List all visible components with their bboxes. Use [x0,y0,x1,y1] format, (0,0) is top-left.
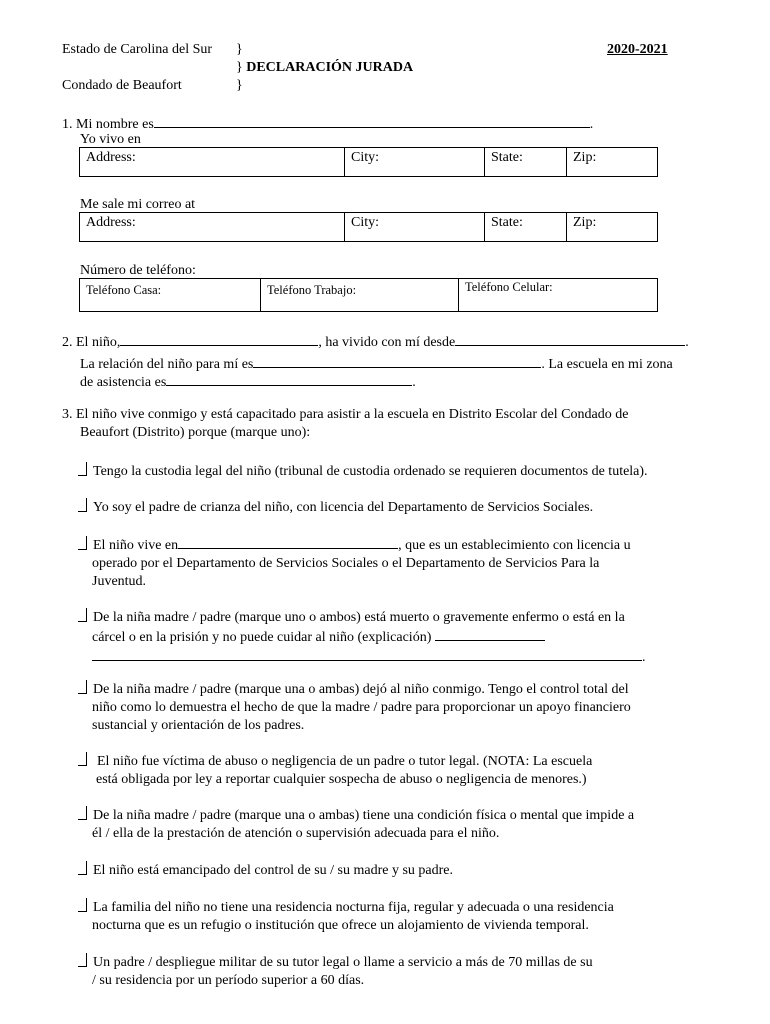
checkbox-icon[interactable] [78,806,87,820]
document-title: DECLARACIÓN JURADA [246,60,414,75]
name-field[interactable] [154,114,590,128]
mail-state-cell[interactable]: State: [485,213,567,242]
checkbox-icon[interactable] [78,462,87,476]
option-text: De la niña madre / padre (marque uno o ambos) está muerto o gravemente enfermo o está en la [93,610,625,625]
checkbox-icon[interactable] [78,536,87,550]
child-label: 2. El niño, [62,335,121,350]
section3-intro-2: Beaufort (Distrito) porque (marque uno): [80,425,311,440]
mail-address-table [79,212,658,242]
address-table [79,147,658,177]
home-phone-cell[interactable]: Teléfono Casa: [80,279,261,312]
option-text: Un padre / despliegue militar de su tutor legal o llame a servicio a más de 70 millas de su [93,955,593,970]
option-text: El niño está emancipado del control de su / su madre y su padre. [93,863,454,878]
work-phone-cell[interactable]: Teléfono Trabajo: [261,279,459,312]
option-text-line2: nocturna que es un refugio o institución que ofrece un alojamiento de vivienda temporal. [92,918,589,933]
option-text-line2: él / ella de la prestación de atención o supervisión adecuada para el niño. [92,826,500,841]
checkbox-icon[interactable] [78,861,87,875]
mail-city-cell[interactable]: City: [345,213,485,242]
cell-phone-cell[interactable]: Teléfono Celular: [459,279,658,312]
option-text: Yo soy el padre de crianza del niño, con licencia del Departamento de Servicios Sociales. [93,500,594,515]
zip-cell[interactable]: Zip: [567,148,658,177]
option-legal-custody[interactable] [78,462,698,481]
option-licensed-facility[interactable] [78,535,698,591]
checkbox-icon[interactable] [78,752,87,766]
school-label: . La escuela en mi zona [541,357,673,372]
school-year: 2020-2021 [607,42,668,57]
explanation-label: cárcel o en la prisión y no puede cuidar al niño (explicación) [92,630,432,645]
mail-address-cell[interactable]: Address: [80,213,345,242]
option-military-deployment[interactable] [78,953,698,990]
option-parent-left-child[interactable] [78,680,698,735]
mail-label: Me sale mi correo at [80,197,196,212]
brace-top: } [236,42,243,57]
explanation-period: . [642,650,646,665]
state-label: Estado de Carolina del Sur [62,42,213,57]
relation-label: La relación del niño para mí es [80,357,254,372]
lived-since-field[interactable] [455,332,685,346]
option-text-line3: sustancial y orientación de los padres. [92,718,305,733]
name-label: 1. Mi nombre es [62,117,154,132]
option-text-line2: niño como lo demuestra el hecho de que la madre / padre para proporcionar un apoyo financiero [92,700,631,715]
name-row [62,114,593,134]
relation-row [80,354,673,374]
option-parent-deceased[interactable] [78,608,698,667]
option-foster-parent[interactable] [78,498,698,517]
option-homeless[interactable] [78,898,698,935]
mail-zip-cell[interactable]: Zip: [567,213,658,242]
option-parent-condition[interactable] [78,806,698,843]
option-text-line3: Juventud. [92,574,147,589]
option-text: Tengo la custodia legal del niño (tribunal de custodia ordenado se requieren documentos de tutela). [93,464,648,479]
option-text-line2: operado por el Departamento de Servicios Sociales o el Departamento de Servicios Para la [92,556,600,571]
phone-label: Número de teléfono: [80,263,196,278]
child-row [62,332,689,352]
facility-field[interactable] [178,535,398,549]
city-cell[interactable]: City: [345,148,485,177]
attendance-period: . [412,375,416,390]
option-text-line2: / su residencia por un período superior a 60 días. [92,973,365,988]
address-cell[interactable]: Address: [80,148,345,177]
explanation-field[interactable] [435,627,545,641]
checkbox-icon[interactable] [78,898,87,912]
checkbox-icon[interactable] [78,498,87,512]
child-name-field[interactable] [120,332,318,346]
option-text: De la niña madre / padre (marque una o ambas) tiene una condición física o mental que impide a [93,808,635,823]
checkbox-icon[interactable] [78,608,87,622]
state-cell[interactable]: State: [485,148,567,177]
brace-mid [236,59,413,77]
option-text-cont: , que es un establecimiento con licencia u [398,538,631,553]
attendance-row [80,372,416,392]
option-text: La familia del niño no tiene una residencia nocturna fija, regular y adecuada o una residencia [93,900,614,915]
option-text: De la niña madre / padre (marque una o ambas) dejó al niño conmigo. Tengo el control total del [93,682,629,697]
brace-mid-glyph: } [236,60,243,75]
explanation-field-2[interactable] [92,647,642,661]
checkbox-icon[interactable] [78,680,87,694]
explanation-line-row [78,647,698,667]
checkbox-icon[interactable] [78,953,87,967]
attendance-label: de asistencia es [80,375,167,390]
brace-bottom: } [236,78,243,93]
option-text-line2: está obligada por ley a reportar cualquier sospecha de abuso o negligencia de menores.) [96,772,587,787]
name-period: . [589,117,594,132]
county-label: Condado de Beaufort [62,78,182,93]
option-emancipated[interactable] [78,861,698,880]
option-text: El niño fue víctima de abuso o negligencia de un padre o tutor legal. (NOTA: La escuela [97,754,593,769]
option-text: El niño vive en [93,538,179,553]
option-text-line2 [78,627,698,647]
lived-label: , ha vivido con mí desde [318,335,456,350]
child-period: . [685,335,689,350]
live-label: Yo vivo en [80,132,141,147]
option-abuse-victim[interactable] [78,752,698,789]
relation-field[interactable] [253,354,541,368]
section3-intro-1: 3. El niño vive conmigo y está capacitado para asistir a la escuela en Distrito Escolar del Condado de [62,407,629,422]
phone-table [79,278,658,312]
attendance-field[interactable] [166,372,412,386]
